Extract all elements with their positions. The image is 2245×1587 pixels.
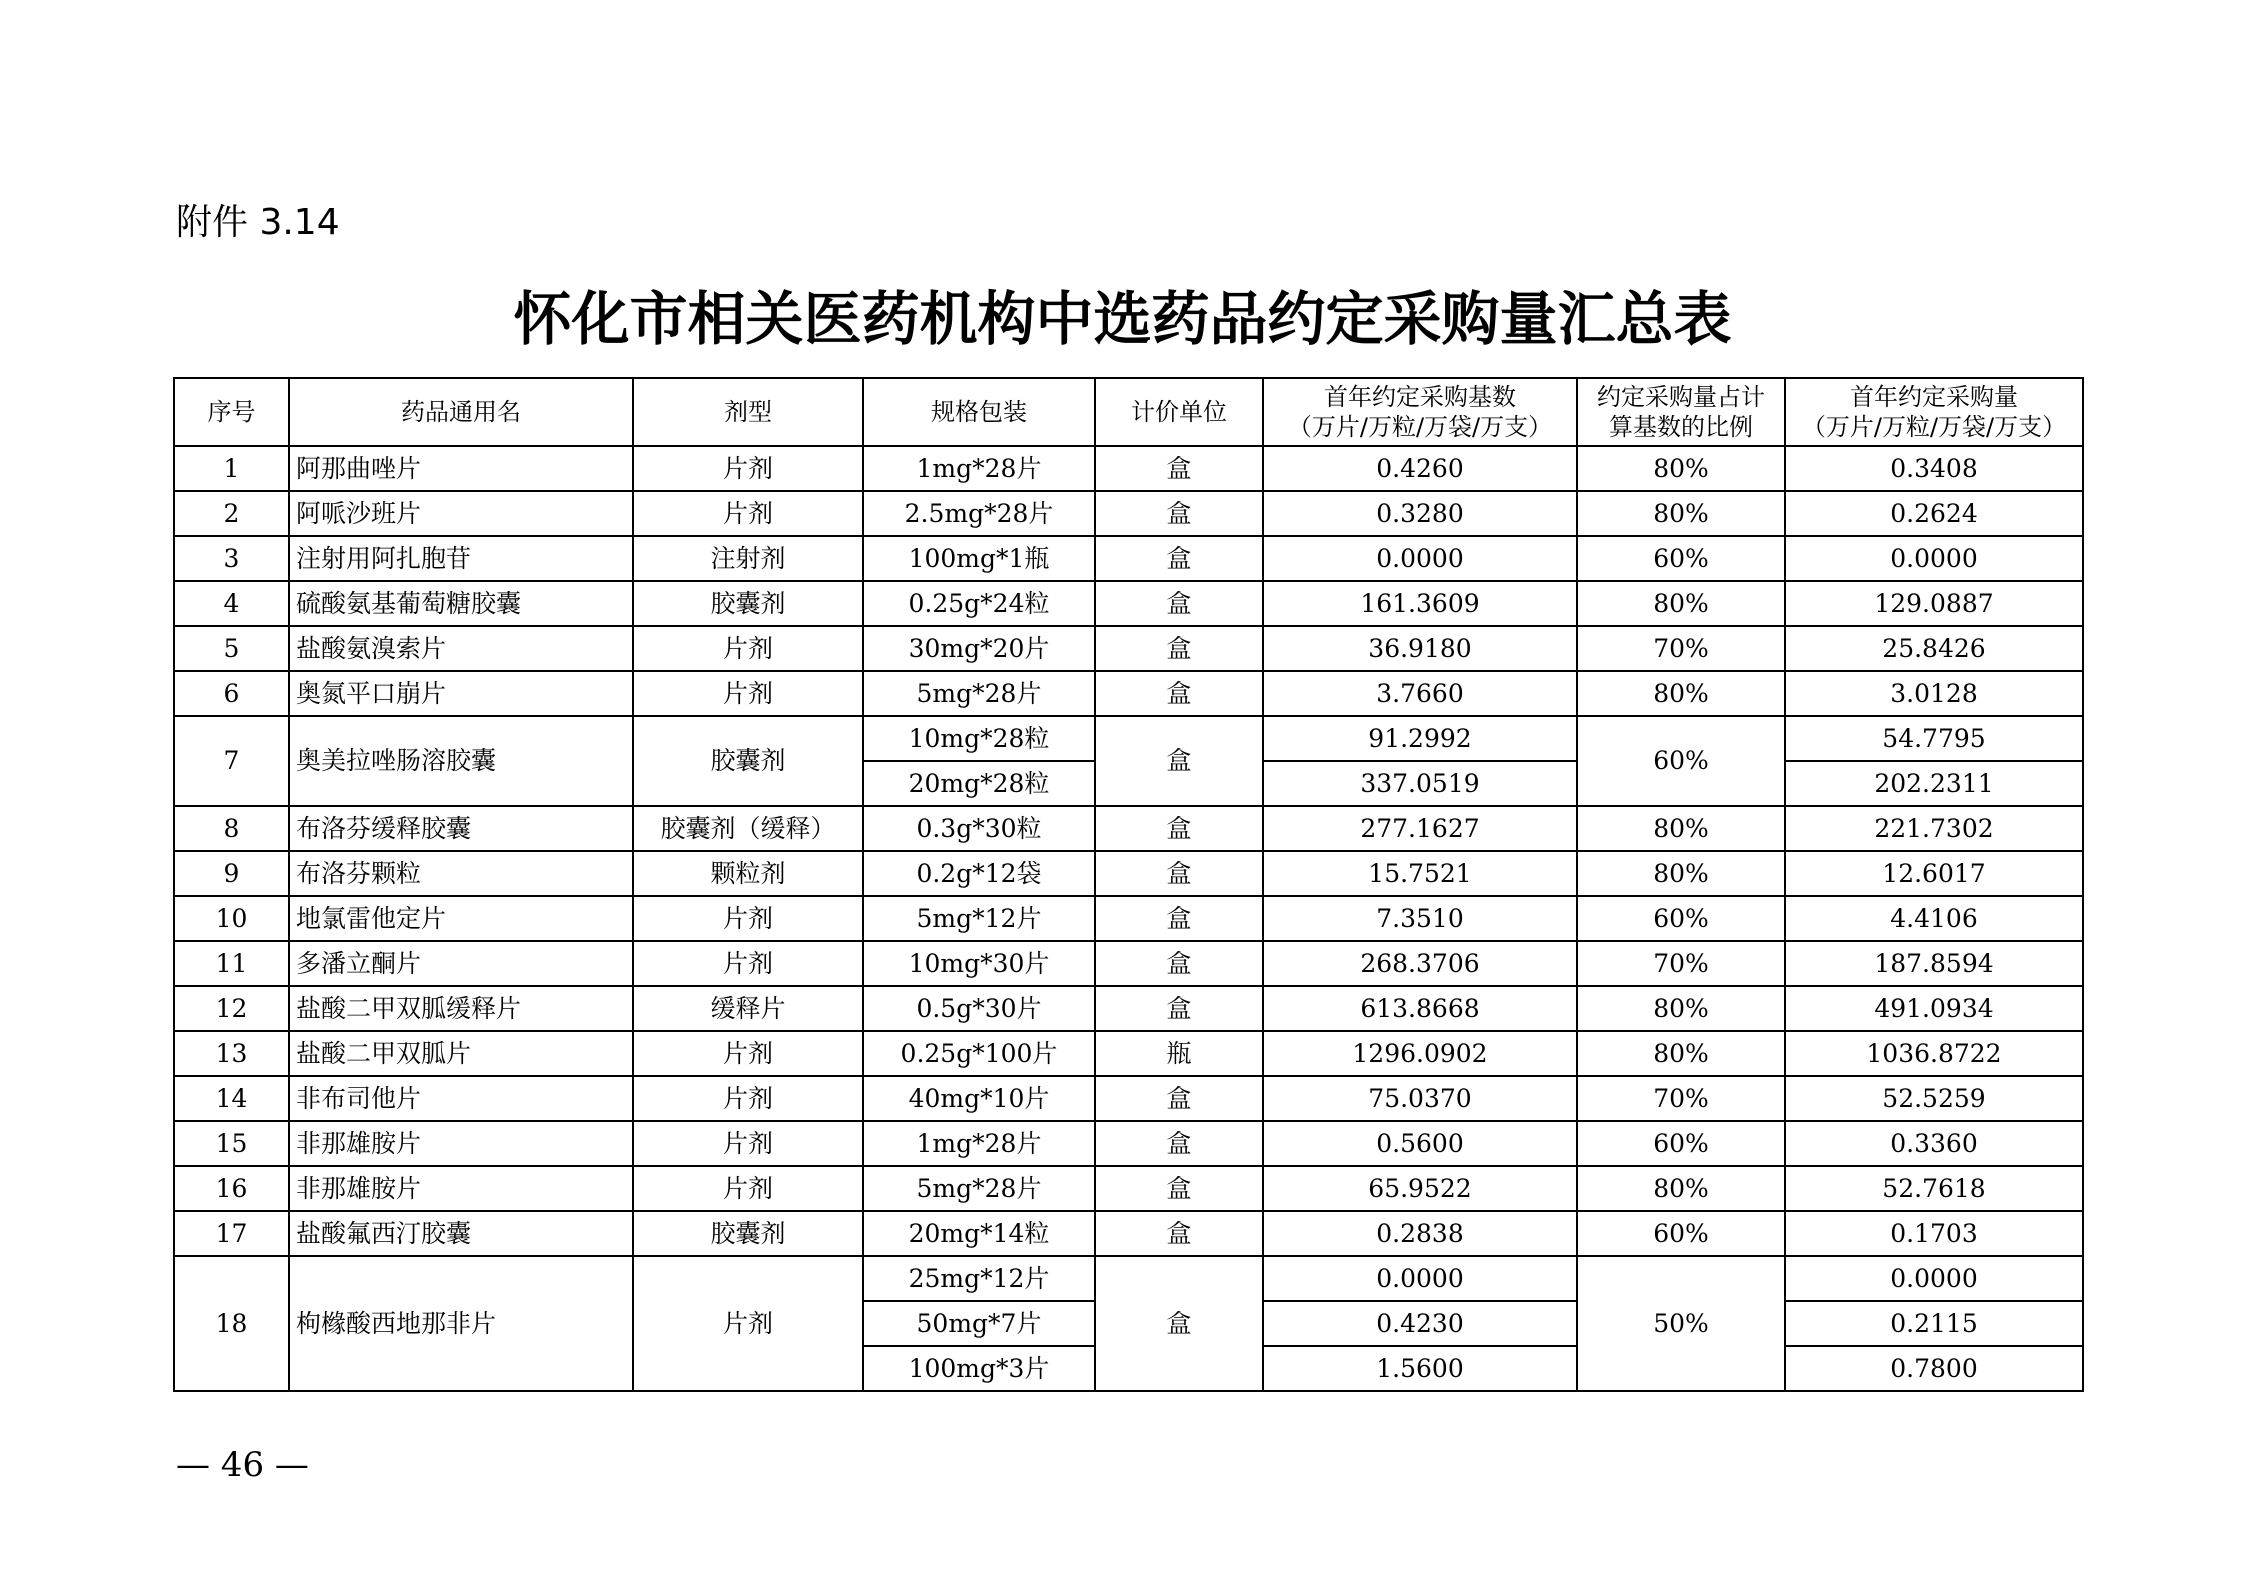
table-row <box>174 986 2083 1031</box>
table-row <box>174 581 2083 626</box>
header-ratio-line2: 算基数的比例 <box>1609 413 1753 441</box>
cell-drug-name: 枸橼酸西地那非片 <box>289 1256 633 1391</box>
table-body <box>174 446 2083 1391</box>
table-row <box>174 1166 2083 1211</box>
cell-dosage-form: 片剂 <box>633 491 863 536</box>
cell-spec: 30mg*20片 <box>863 626 1095 671</box>
cell-price-unit: 瓶 <box>1095 1031 1263 1076</box>
cell-agreed-volume: 52.7618 <box>1785 1166 2083 1211</box>
cell-base-volume: 0.0000 <box>1263 1256 1577 1301</box>
header-drug-name-label: 药品通用名 <box>401 398 521 426</box>
cell-price-unit: 盒 <box>1095 1166 1263 1211</box>
cell-drug-name: 盐酸二甲双胍片 <box>289 1031 633 1076</box>
cell-spec: 0.25g*100片 <box>863 1031 1095 1076</box>
cell-ratio: 60% <box>1577 536 1785 581</box>
cell-seq: 9 <box>174 851 289 896</box>
cell-price-unit: 盒 <box>1095 671 1263 716</box>
table-row <box>174 536 2083 581</box>
cell-drug-name: 奥美拉唑肠溶胶囊 <box>289 716 633 806</box>
cell-price-unit: 盒 <box>1095 851 1263 896</box>
cell-dosage-form: 胶囊剂 <box>633 1211 863 1256</box>
cell-spec: 1mg*28片 <box>863 1121 1095 1166</box>
cell-ratio: 80% <box>1577 1166 1785 1211</box>
table-row <box>174 446 2083 491</box>
cell-spec: 100mg*3片 <box>863 1346 1095 1391</box>
cell-base-volume: 36.9180 <box>1263 626 1577 671</box>
cell-base-volume: 0.2838 <box>1263 1211 1577 1256</box>
cell-price-unit: 盒 <box>1095 446 1263 491</box>
cell-agreed-volume: 187.8594 <box>1785 941 2083 986</box>
table-row <box>174 1076 2083 1121</box>
procurement-summary-table <box>173 377 2084 1392</box>
cell-ratio: 80% <box>1577 806 1785 851</box>
cell-agreed-volume: 491.0934 <box>1785 986 2083 1031</box>
cell-agreed-volume: 0.1703 <box>1785 1211 2083 1256</box>
table-row <box>174 626 2083 671</box>
cell-spec: 0.5g*30片 <box>863 986 1095 1031</box>
cell-drug-name: 盐酸氨溴索片 <box>289 626 633 671</box>
header-spec-label: 规格包装 <box>931 398 1027 426</box>
cell-seq: 17 <box>174 1211 289 1256</box>
cell-agreed-volume: 129.0887 <box>1785 581 2083 626</box>
cell-agreed-volume: 0.3408 <box>1785 446 2083 491</box>
cell-agreed-volume: 221.7302 <box>1785 806 2083 851</box>
cell-agreed-volume: 54.7795 <box>1785 716 2083 761</box>
attachment-label: 附件 3.14 <box>176 202 340 243</box>
header-seq-label: 序号 <box>207 398 256 426</box>
cell-dosage-form: 片剂 <box>633 1121 863 1166</box>
cell-spec: 20mg*28粒 <box>863 761 1095 806</box>
cell-price-unit: 盒 <box>1095 716 1263 806</box>
cell-price-unit: 盒 <box>1095 986 1263 1031</box>
cell-agreed-volume: 202.2311 <box>1785 761 2083 806</box>
cell-spec: 5mg*28片 <box>863 671 1095 716</box>
cell-price-unit: 盒 <box>1095 1076 1263 1121</box>
cell-price-unit: 盒 <box>1095 1211 1263 1256</box>
header-base-volume <box>1263 378 1577 446</box>
cell-spec: 100mg*1瓶 <box>863 536 1095 581</box>
table-row <box>174 806 2083 851</box>
cell-base-volume: 91.2992 <box>1263 716 1577 761</box>
cell-spec: 5mg*28片 <box>863 1166 1095 1211</box>
cell-base-volume: 268.3706 <box>1263 941 1577 986</box>
page-number: — 46 — <box>176 1445 309 1485</box>
header-dosage-form <box>633 378 863 446</box>
cell-seq: 15 <box>174 1121 289 1166</box>
cell-ratio: 60% <box>1577 1211 1785 1256</box>
cell-seq: 14 <box>174 1076 289 1121</box>
cell-seq: 7 <box>174 716 289 806</box>
cell-drug-name: 奥氮平口崩片 <box>289 671 633 716</box>
cell-base-volume: 613.8668 <box>1263 986 1577 1031</box>
cell-spec: 50mg*7片 <box>863 1301 1095 1346</box>
table-row <box>174 1121 2083 1166</box>
table-row <box>174 1031 2083 1076</box>
cell-seq: 11 <box>174 941 289 986</box>
header-agreed-volume-line1: 首年约定采购量 <box>1850 383 2018 411</box>
cell-dosage-form: 片剂 <box>633 626 863 671</box>
cell-spec: 10mg*28粒 <box>863 716 1095 761</box>
cell-base-volume: 3.7660 <box>1263 671 1577 716</box>
cell-dosage-form: 片剂 <box>633 1256 863 1391</box>
cell-dosage-form: 缓释片 <box>633 986 863 1031</box>
cell-price-unit: 盒 <box>1095 896 1263 941</box>
header-price-unit-label: 计价单位 <box>1131 398 1227 426</box>
cell-dosage-form: 片剂 <box>633 896 863 941</box>
header-dosage-form-label: 剂型 <box>724 398 772 426</box>
cell-dosage-form: 片剂 <box>633 941 863 986</box>
cell-base-volume: 0.3280 <box>1263 491 1577 536</box>
cell-dosage-form: 片剂 <box>633 1076 863 1121</box>
cell-seq: 10 <box>174 896 289 941</box>
cell-agreed-volume: 52.5259 <box>1785 1076 2083 1121</box>
cell-drug-name: 布洛芬颗粒 <box>289 851 633 896</box>
cell-spec: 0.25g*24粒 <box>863 581 1095 626</box>
table-row <box>174 851 2083 896</box>
cell-dosage-form: 片剂 <box>633 1031 863 1076</box>
table-row <box>174 1211 2083 1256</box>
cell-ratio: 70% <box>1577 941 1785 986</box>
cell-drug-name: 注射用阿扎胞苷 <box>289 536 633 581</box>
cell-base-volume: 65.9522 <box>1263 1166 1577 1211</box>
cell-drug-name: 盐酸二甲双胍缓释片 <box>289 986 633 1031</box>
cell-spec: 0.3g*30粒 <box>863 806 1095 851</box>
cell-seq: 12 <box>174 986 289 1031</box>
cell-base-volume: 0.5600 <box>1263 1121 1577 1166</box>
cell-spec: 10mg*30片 <box>863 941 1095 986</box>
cell-price-unit: 盒 <box>1095 536 1263 581</box>
cell-agreed-volume: 0.0000 <box>1785 536 2083 581</box>
table-row <box>174 941 2083 986</box>
cell-price-unit: 盒 <box>1095 626 1263 671</box>
cell-agreed-volume: 0.2115 <box>1785 1301 2083 1346</box>
cell-seq: 18 <box>174 1256 289 1391</box>
cell-drug-name: 阿哌沙班片 <box>289 491 633 536</box>
cell-seq: 6 <box>174 671 289 716</box>
cell-dosage-form: 注射剂 <box>633 536 863 581</box>
cell-price-unit: 盒 <box>1095 1256 1263 1391</box>
cell-agreed-volume: 0.0000 <box>1785 1256 2083 1301</box>
cell-base-volume: 0.0000 <box>1263 536 1577 581</box>
cell-price-unit: 盒 <box>1095 1121 1263 1166</box>
cell-spec: 40mg*10片 <box>863 1076 1095 1121</box>
cell-base-volume: 1296.0902 <box>1263 1031 1577 1076</box>
cell-drug-name: 非那雄胺片 <box>289 1166 633 1211</box>
cell-base-volume: 7.3510 <box>1263 896 1577 941</box>
cell-agreed-volume: 25.8426 <box>1785 626 2083 671</box>
cell-spec: 25mg*12片 <box>863 1256 1095 1301</box>
cell-drug-name: 硫酸氨基葡萄糖胶囊 <box>289 581 633 626</box>
header-agreed-volume-line2: （万片/万粒/万袋/万支） <box>1801 413 2067 441</box>
cell-ratio: 80% <box>1577 671 1785 716</box>
header-drug-name <box>289 378 633 446</box>
cell-agreed-volume: 1036.8722 <box>1785 1031 2083 1076</box>
cell-drug-name: 非那雄胺片 <box>289 1121 633 1166</box>
cell-agreed-volume: 3.0128 <box>1785 671 2083 716</box>
header-spec <box>863 378 1095 446</box>
cell-price-unit: 盒 <box>1095 941 1263 986</box>
cell-dosage-form: 胶囊剂 <box>633 581 863 626</box>
cell-price-unit: 盒 <box>1095 806 1263 851</box>
cell-ratio: 80% <box>1577 1031 1785 1076</box>
cell-price-unit: 盒 <box>1095 581 1263 626</box>
cell-drug-name: 阿那曲唑片 <box>289 446 633 491</box>
cell-seq: 8 <box>174 806 289 851</box>
header-seq <box>174 378 289 446</box>
cell-seq: 3 <box>174 536 289 581</box>
cell-ratio: 50% <box>1577 1256 1785 1391</box>
cell-base-volume: 75.0370 <box>1263 1076 1577 1121</box>
cell-price-unit: 盒 <box>1095 491 1263 536</box>
table-row <box>174 491 2083 536</box>
cell-base-volume: 161.3609 <box>1263 581 1577 626</box>
cell-agreed-volume: 0.7800 <box>1785 1346 2083 1391</box>
cell-agreed-volume: 0.2624 <box>1785 491 2083 536</box>
cell-ratio: 80% <box>1577 446 1785 491</box>
header-ratio <box>1577 378 1785 446</box>
cell-spec: 2.5mg*28片 <box>863 491 1095 536</box>
cell-ratio: 70% <box>1577 626 1785 671</box>
cell-base-volume: 15.7521 <box>1263 851 1577 896</box>
cell-dosage-form: 胶囊剂（缓释） <box>633 806 863 851</box>
cell-base-volume: 277.1627 <box>1263 806 1577 851</box>
cell-seq: 1 <box>174 446 289 491</box>
table-row <box>174 671 2083 716</box>
cell-dosage-form: 颗粒剂 <box>633 851 863 896</box>
cell-dosage-form: 片剂 <box>633 671 863 716</box>
cell-seq: 4 <box>174 581 289 626</box>
cell-agreed-volume: 4.4106 <box>1785 896 2083 941</box>
cell-seq: 13 <box>174 1031 289 1076</box>
cell-drug-name: 地氯雷他定片 <box>289 896 633 941</box>
cell-seq: 16 <box>174 1166 289 1211</box>
cell-base-volume: 0.4260 <box>1263 446 1577 491</box>
cell-drug-name: 非布司他片 <box>289 1076 633 1121</box>
cell-base-volume: 0.4230 <box>1263 1301 1577 1346</box>
cell-base-volume: 337.0519 <box>1263 761 1577 806</box>
cell-drug-name: 布洛芬缓释胶囊 <box>289 806 633 851</box>
cell-spec: 1mg*28片 <box>863 446 1095 491</box>
cell-ratio: 60% <box>1577 1121 1785 1166</box>
cell-ratio: 80% <box>1577 581 1785 626</box>
cell-dosage-form: 胶囊剂 <box>633 716 863 806</box>
cell-ratio: 60% <box>1577 716 1785 806</box>
header-ratio-line1: 约定采购量占计 <box>1597 383 1765 411</box>
cell-drug-name: 多潘立酮片 <box>289 941 633 986</box>
cell-base-volume: 1.5600 <box>1263 1346 1577 1391</box>
cell-ratio: 70% <box>1577 1076 1785 1121</box>
cell-spec: 5mg*12片 <box>863 896 1095 941</box>
cell-seq: 2 <box>174 491 289 536</box>
header-price-unit <box>1095 378 1263 446</box>
table-header <box>174 378 2083 446</box>
table-row <box>174 896 2083 941</box>
cell-agreed-volume: 0.3360 <box>1785 1121 2083 1166</box>
table-row <box>174 1256 2083 1301</box>
cell-dosage-form: 片剂 <box>633 446 863 491</box>
cell-ratio: 80% <box>1577 851 1785 896</box>
cell-drug-name: 盐酸氟西汀胶囊 <box>289 1211 633 1256</box>
cell-agreed-volume: 12.6017 <box>1785 851 2083 896</box>
table-row <box>174 716 2083 761</box>
cell-seq: 5 <box>174 626 289 671</box>
cell-dosage-form: 片剂 <box>633 1166 863 1211</box>
header-base-volume-line2: （万片/万粒/万袋/万支） <box>1287 413 1553 441</box>
cell-spec: 20mg*14粒 <box>863 1211 1095 1256</box>
header-agreed-volume <box>1785 378 2083 446</box>
cell-ratio: 80% <box>1577 986 1785 1031</box>
page-title: 怀化市相关医药机构中选药品约定采购量汇总表 <box>513 285 1732 353</box>
table-header-row <box>174 378 2083 446</box>
header-base-volume-line1: 首年约定采购基数 <box>1324 383 1516 411</box>
cell-spec: 0.2g*12袋 <box>863 851 1095 896</box>
cell-ratio: 60% <box>1577 896 1785 941</box>
cell-ratio: 80% <box>1577 491 1785 536</box>
